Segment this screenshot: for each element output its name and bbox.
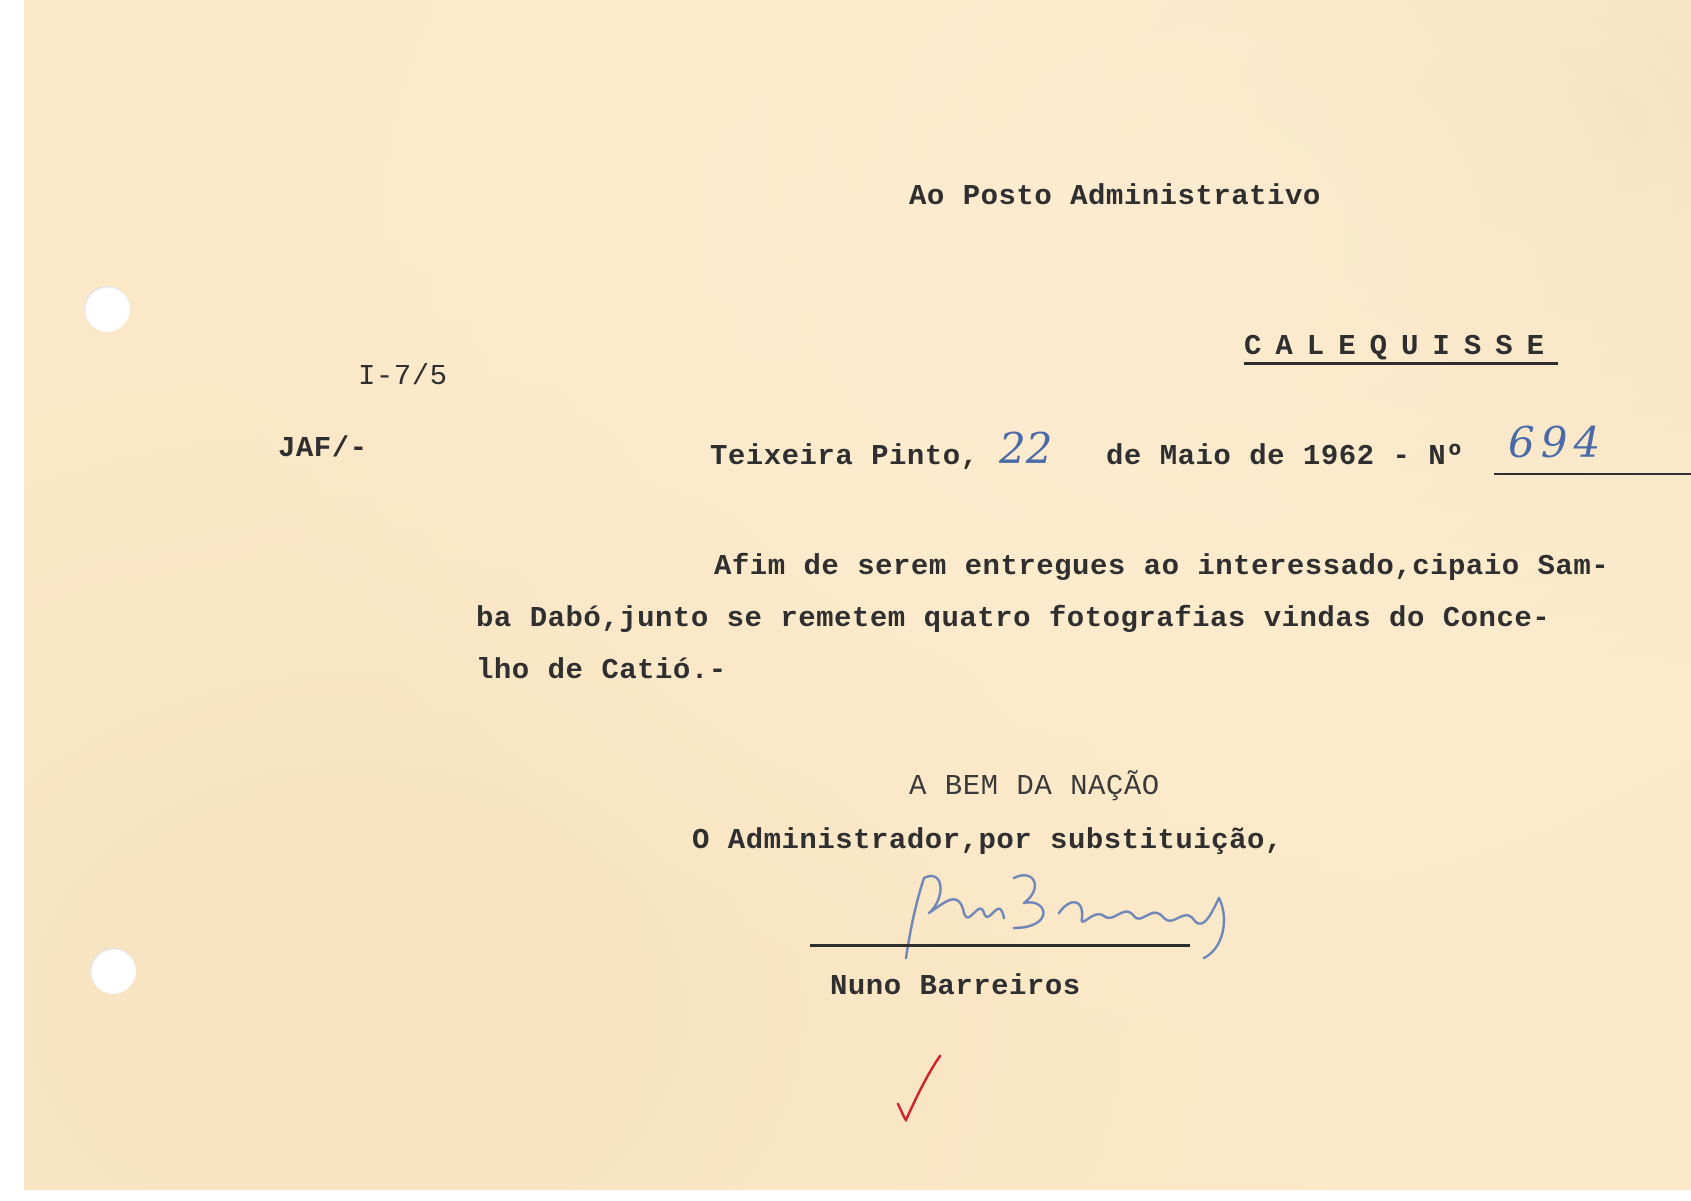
body-line-2: ba Dabó,junto se remetem quatro fotografias vindas do Conce-: [476, 602, 1551, 635]
body-line-3: lho de Catió.-: [476, 654, 727, 687]
red-check-mark: [890, 1046, 950, 1126]
handwritten-day: 22: [999, 424, 1053, 473]
number-underline: [1494, 473, 1691, 475]
handwritten-signature: [884, 858, 1304, 968]
date-city: Teixeira Pinto,: [710, 440, 979, 473]
letter-page: [24, 0, 1691, 1190]
signatory-name: Nuno Barreiros: [830, 970, 1081, 1003]
file-reference: I-7/5: [358, 360, 448, 393]
punch-hole-bottom: [90, 948, 136, 994]
closing-line: O Administrador,por substituição,: [692, 824, 1283, 857]
recipient-place: CALEQUISSE: [1244, 330, 1559, 363]
recipient-line: Ao Posto Administrativo: [909, 180, 1321, 213]
typist-initials: JAF/-: [278, 432, 368, 465]
date-rest: de Maio de 1962 - Nº: [1106, 440, 1465, 473]
handwritten-number: 694: [1508, 418, 1607, 467]
body-line-1: Afim de serem entregues ao interessado,cipaio Sam-: [714, 550, 1610, 583]
punch-hole-top: [84, 286, 130, 332]
motto: A BEM DA NAÇÃO: [909, 770, 1160, 803]
signature-line: [810, 944, 1190, 947]
